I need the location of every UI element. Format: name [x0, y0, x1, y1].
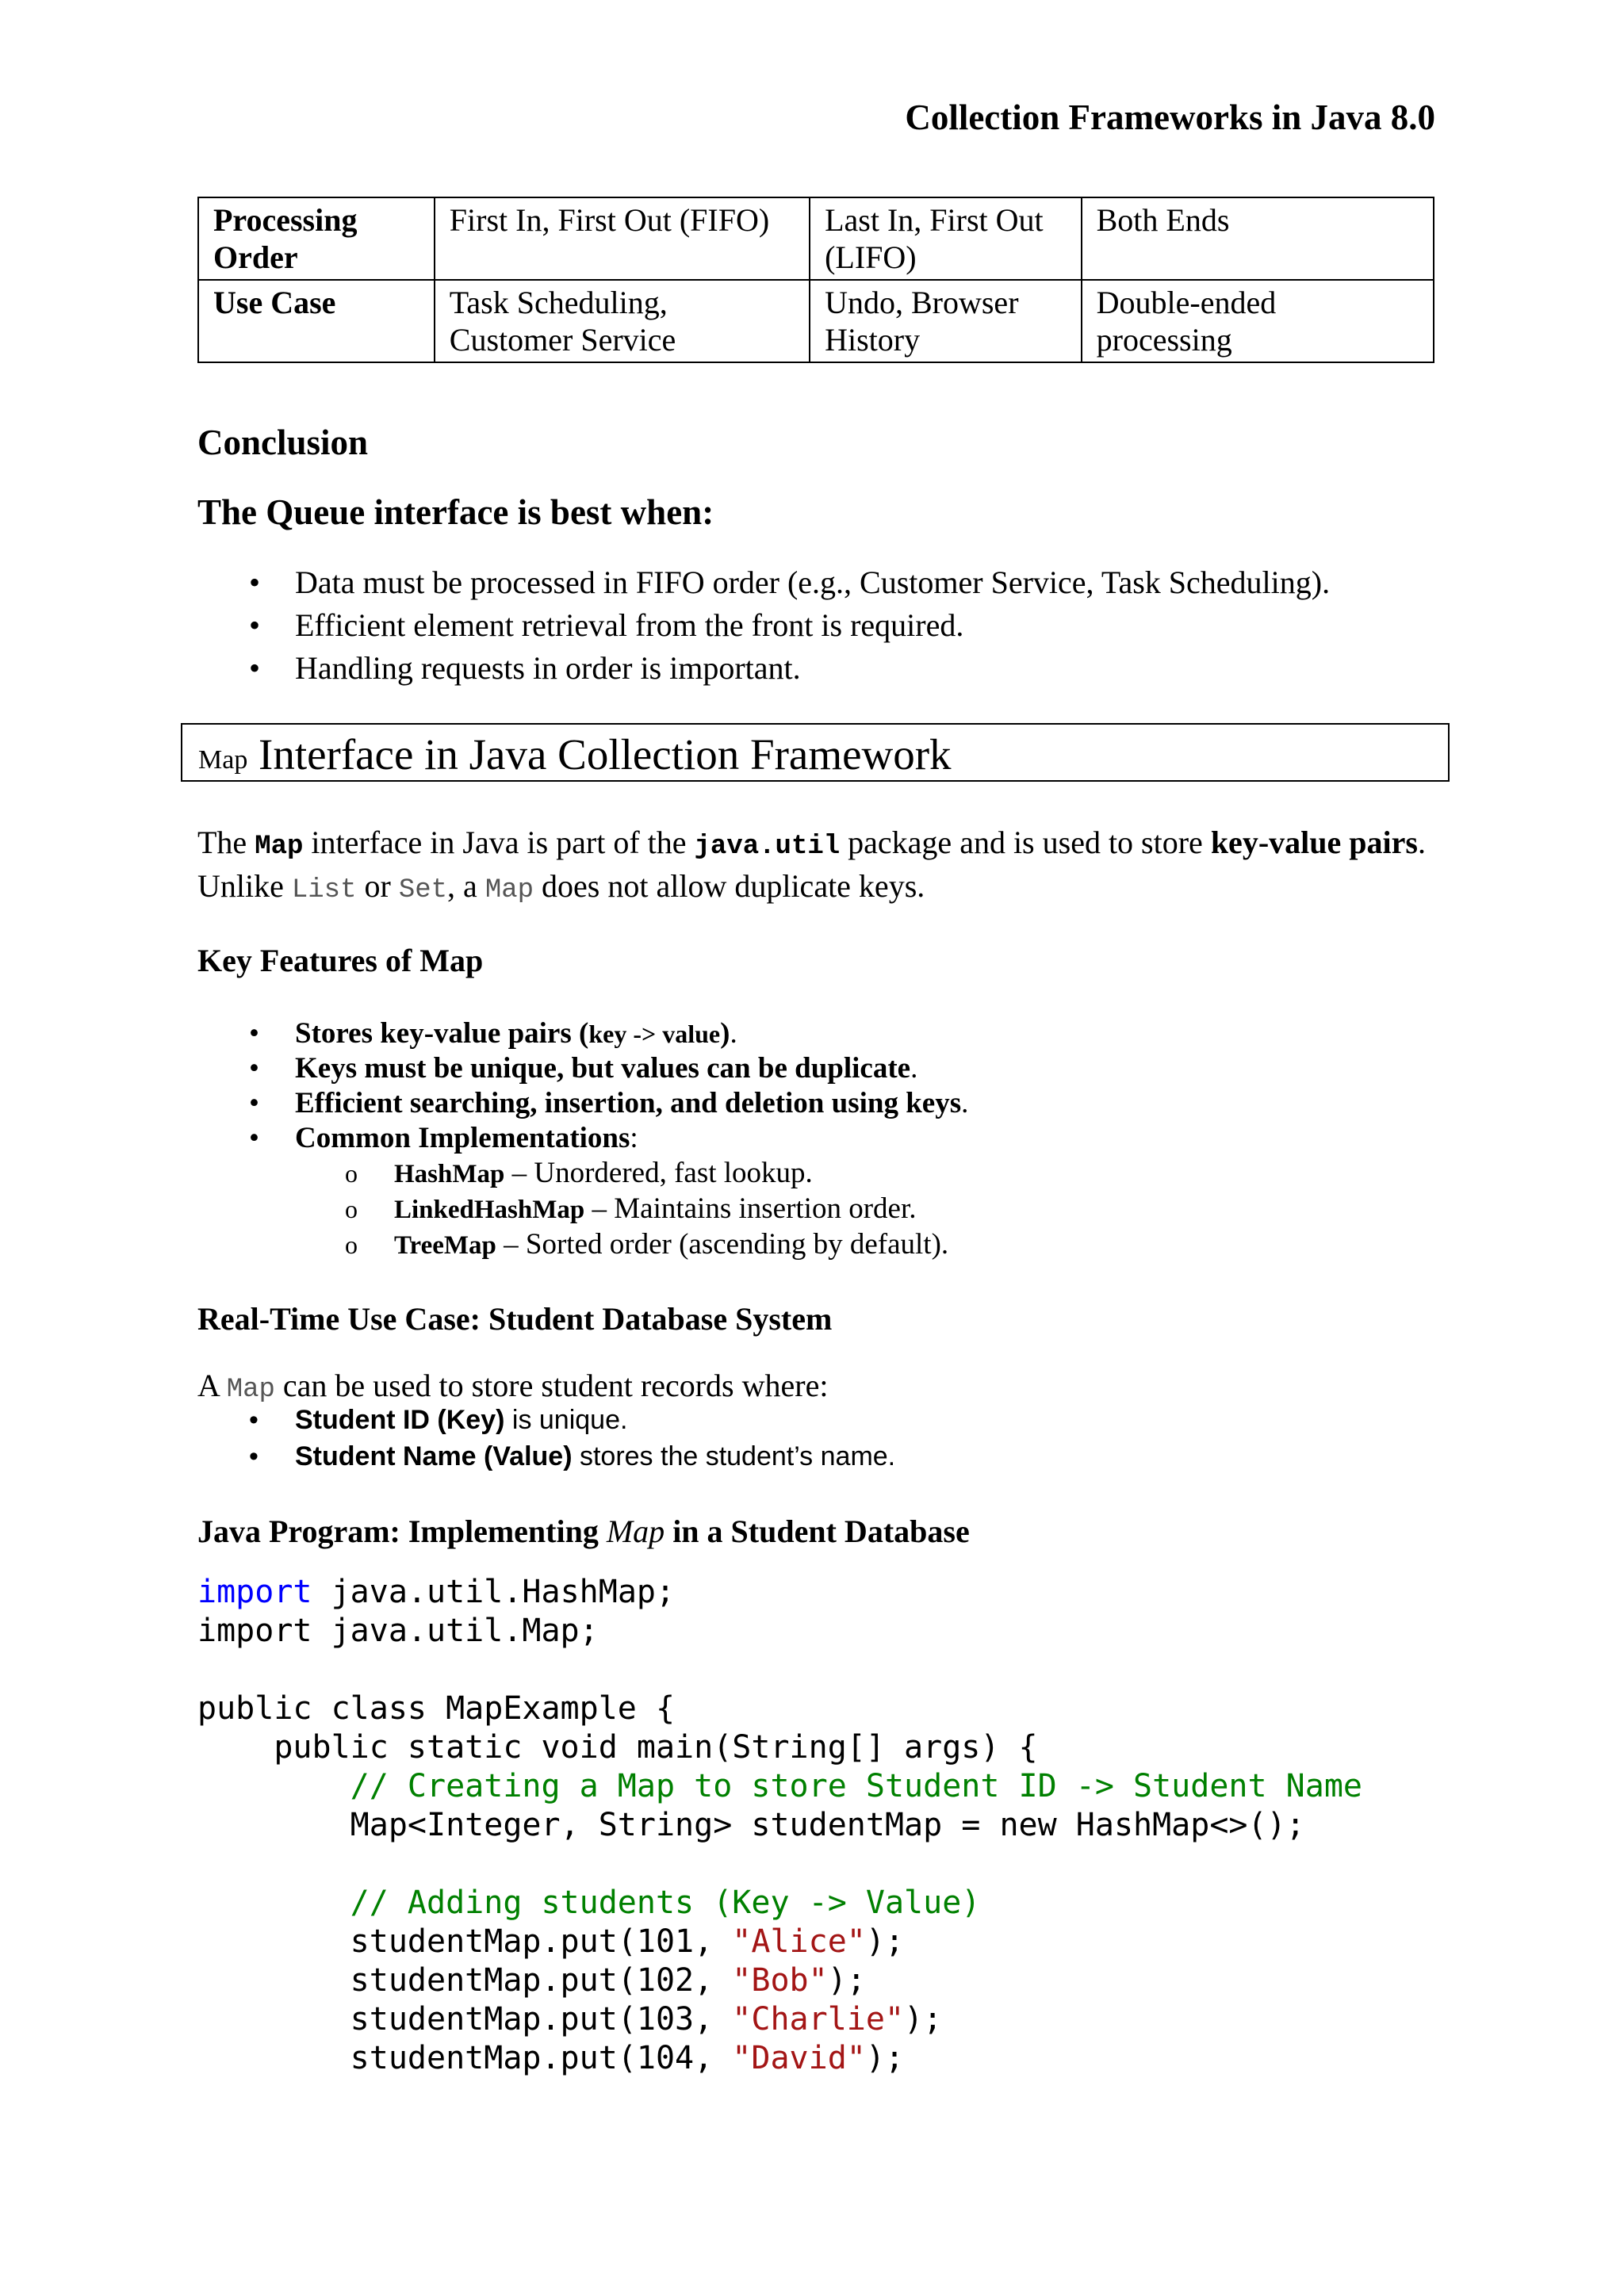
list-item: o LinkedHashMap – Maintains insertion order. [345, 1192, 917, 1225]
map-intro-paragraph: The Map interface in Java is part of the java.util package and is used to store key-value pairs. Unlike List or Set, a Map does not allow duplicate keys. [197, 825, 1426, 905]
list-item: • Handling requests in order is important. [238, 647, 1330, 690]
implementations-list [337, 1156, 948, 1263]
conclusion-heading: Conclusion [197, 423, 369, 462]
java-program-heading: Java Program: Implementing Map in a Student Database [197, 1513, 970, 1549]
list-item: o TreeMap – Sorted order (ascending by default). [345, 1228, 949, 1261]
list-item: • Stores key-value pairs (key -> value). [249, 1017, 737, 1050]
table-cell: First In, First Out (FIFO) [435, 197, 810, 280]
queue-subheading: The Queue interface is best when: [197, 492, 714, 532]
realtime-use-case-heading: Real-Time Use Case: Student Database System [197, 1301, 833, 1337]
section-title-box [181, 723, 1450, 782]
circle-bullet-icon: o [345, 1230, 358, 1259]
bullet-icon: • [249, 1052, 259, 1085]
bullet-icon: • [249, 650, 261, 686]
bullet-icon: • [249, 1122, 259, 1154]
table-cell: Last In, First Out (LIFO) [810, 197, 1082, 280]
circle-bullet-icon: o [345, 1195, 358, 1223]
table-cell: Undo, Browser History [810, 280, 1082, 362]
comparison-table [197, 197, 1434, 363]
section-title: Interface in Java Collection Framework [259, 730, 952, 779]
bullet-icon: • [249, 1441, 259, 1471]
features-list [238, 1016, 968, 1156]
code-block: import java.util.HashMap; import java.util.Map; public class MapExample { public static void main(String[] args) { // Creating a Map to store Student ID -> Student Name Map<Integer, String> studentMap = new HashMap<>(); // Adding students (Key -> Value) studentMap.put(101, "Alice"); studentMap.put(102, "Bob"); studentMap.put(103, "Charlie"); studentMap.put(104, "David"); [197, 1574, 1363, 2076]
list-item: o HashMap – Unordered, fast lookup. [345, 1157, 813, 1189]
bullet-icon: • [249, 1405, 259, 1435]
list-item: • Efficient element retrieval from the front is required. [238, 604, 1330, 647]
table-row [198, 280, 1434, 362]
realtime-intro: A Map can be used to store student records where: [197, 1368, 829, 1405]
table-row [198, 197, 1434, 280]
table-cell: Both Ends [1082, 197, 1434, 280]
list-item: • Student Name (Value) stores the student’s name. [238, 1438, 895, 1475]
table-row-header: Use Case [198, 280, 435, 362]
student-records-list [238, 1402, 895, 1475]
list-item: • Data must be processed in FIFO order (e.g., Customer Service, Task Scheduling). [238, 561, 1330, 604]
queue-bullet-list [238, 561, 1330, 690]
page-header-title: Collection Frameworks in Java 8.0 [905, 98, 1435, 137]
list-item: • Efficient searching, insertion, and deletion using keys. [249, 1087, 969, 1119]
list-item: • Common Implementations: [249, 1122, 638, 1154]
section-title-prefix: Map [198, 745, 248, 775]
circle-bullet-icon: o [345, 1159, 358, 1188]
list-item: • Keys must be unique, but values can be duplicate. [249, 1052, 918, 1085]
key-features-heading: Key Features of Map [197, 943, 484, 978]
table-row-header: Processing Order [198, 197, 435, 280]
bullet-icon: • [249, 607, 261, 643]
list-item: • Student ID (Key) is unique. [238, 1402, 895, 1438]
bullet-icon: • [249, 564, 261, 600]
table-cell: Task Scheduling, Customer Service [435, 280, 810, 362]
table-cell: Double-ended processing [1082, 280, 1434, 362]
bullet-icon: • [249, 1087, 259, 1119]
bullet-icon: • [249, 1017, 259, 1050]
